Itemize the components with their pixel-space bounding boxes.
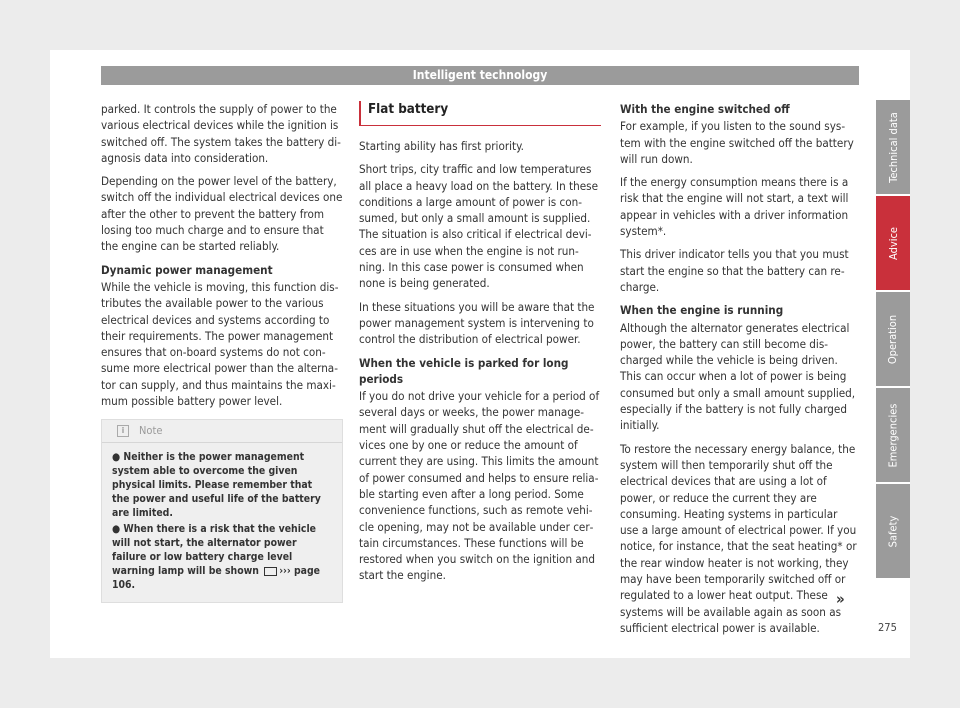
paragraph: Although the alternator generates electrical power, the battery can still become discharged while the vehicle is being driven. This can occur when a lot of power is being consumed but only a small amount supplied, especially if the battery is not fully charged initially. [620, 320, 856, 433]
tab-label: Safety [886, 515, 900, 547]
tab-safety[interactable] [876, 484, 910, 578]
paragraph: While the vehicle is moving, this function distributes the available power to the various electrical devices and systems according to their requirements. The power management ensures that on-board systems do not consume more electrical power than the alternator can supply, and thus maintains the maximum possible battery power level. [101, 279, 339, 409]
continue-mark: » [836, 590, 845, 608]
paragraph: In these situations you will be aware that the power management system is intervening to control the distribution of electrical power. [359, 299, 595, 347]
paragraph: Starting ability has first priority. [359, 139, 524, 153]
tab-operation[interactable] [876, 292, 910, 386]
tab-technical-data[interactable] [876, 100, 910, 194]
paragraph: To restore the necessary energy balance, the system will then temporarily shut off the electrical devices that are using a lot of power, or reduce the current they are consuming. Heating systems in particular use a large amount of electrical power. If you notice, for instance, that the seat heating* or the rear window heater is not working, they may have been temporarily switched off or regulated to a lower heat output. These systems will be available again as soon as sufficient electrical power is available. [620, 441, 857, 635]
note-bullet: ● When there is a risk that the vehicle will not start, the alternator power failure or low battery charge level warning lamp will be shown ››› page 106. [112, 523, 321, 592]
subheading: With the engine switched off [620, 102, 790, 116]
subheading: Dynamic power management [101, 262, 273, 277]
chapter-header: Intelligent technology [101, 66, 859, 85]
note-box [101, 419, 343, 603]
subheading: When the vehicle is parked for long periods [359, 355, 569, 386]
paragraph: Depending on the power level of the battery, switch off the individual electrical devices one after the other to prevent the battery from losing too much charge and to ensure that the engine can be started reliably. [101, 174, 343, 254]
page-number: 275 [878, 621, 897, 634]
paragraph: This driver indicator tells you that you must start the engine so that the battery can recharge. [620, 247, 849, 294]
tab-advice[interactable] [876, 196, 910, 290]
page-reference-link[interactable]: ››› page 106. [112, 565, 321, 592]
chapter-tabs [876, 100, 910, 580]
tab-label: Technical data [886, 111, 900, 183]
subheading: When the engine is running [620, 303, 784, 318]
battery-warning-icon [264, 567, 277, 576]
paragraph: If you do not drive your vehicle for a period of several days or weeks, the power management will gradually shut off the electrical devices one by one or reduce the amount of current they are using. This limits the amount of power consumed and helps to ensure reliable starting even after a long period. Some convenience functions, such as remote vehicle opening, may not be available under certain circumstances. These functions will be restored when you switch on the ignition and start the engine. [359, 389, 600, 583]
column-left [101, 101, 343, 603]
note-label: Note [139, 424, 163, 438]
column-middle [359, 101, 601, 591]
tab-label: Emergencies [886, 403, 900, 467]
note-bullet-text: When there is a risk that the vehicle will not start, the alternator power failure or low battery charge level warning lamp will be shown [112, 523, 316, 578]
info-icon: i [117, 425, 129, 437]
note-header [102, 420, 342, 443]
paragraph: If the energy consumption means there is a risk that the engine will not start, a text will appear in vehicles with a driver information system*. [620, 175, 849, 239]
tab-label: Operation [886, 314, 900, 364]
paragraph: parked. It controls the supply of power to the various electrical devices while the ignition is switched off. The system takes the battery diagnosis data into consideration. [101, 102, 341, 165]
note-bullet: ● Neither is the power management system able to overcome the given physical limits. Please remember that the power and useful life of the battery are limited. [112, 451, 321, 520]
section-title: Flat battery [359, 101, 601, 126]
column-right [620, 101, 858, 643]
tab-label: Advice [886, 226, 900, 260]
paragraph: Short trips, city traffic and low temperatures all place a heavy load on the battery. In these conditions a large amount of power is consumed, but only a small amount is supplied. The situation is also critical if electrical devices are in use when the engine is not running. In this case power is consumed when none is being generated. [359, 162, 599, 291]
paragraph: For example, if you listen to the sound system with the engine switched off the battery will run down. [620, 119, 854, 166]
tab-emergencies[interactable] [876, 388, 910, 482]
note-bullet-text: Neither is the power management system able to overcome the given physical limits. Please remember that the power and useful life of the battery are limited. [112, 451, 321, 520]
note-body [102, 443, 342, 602]
